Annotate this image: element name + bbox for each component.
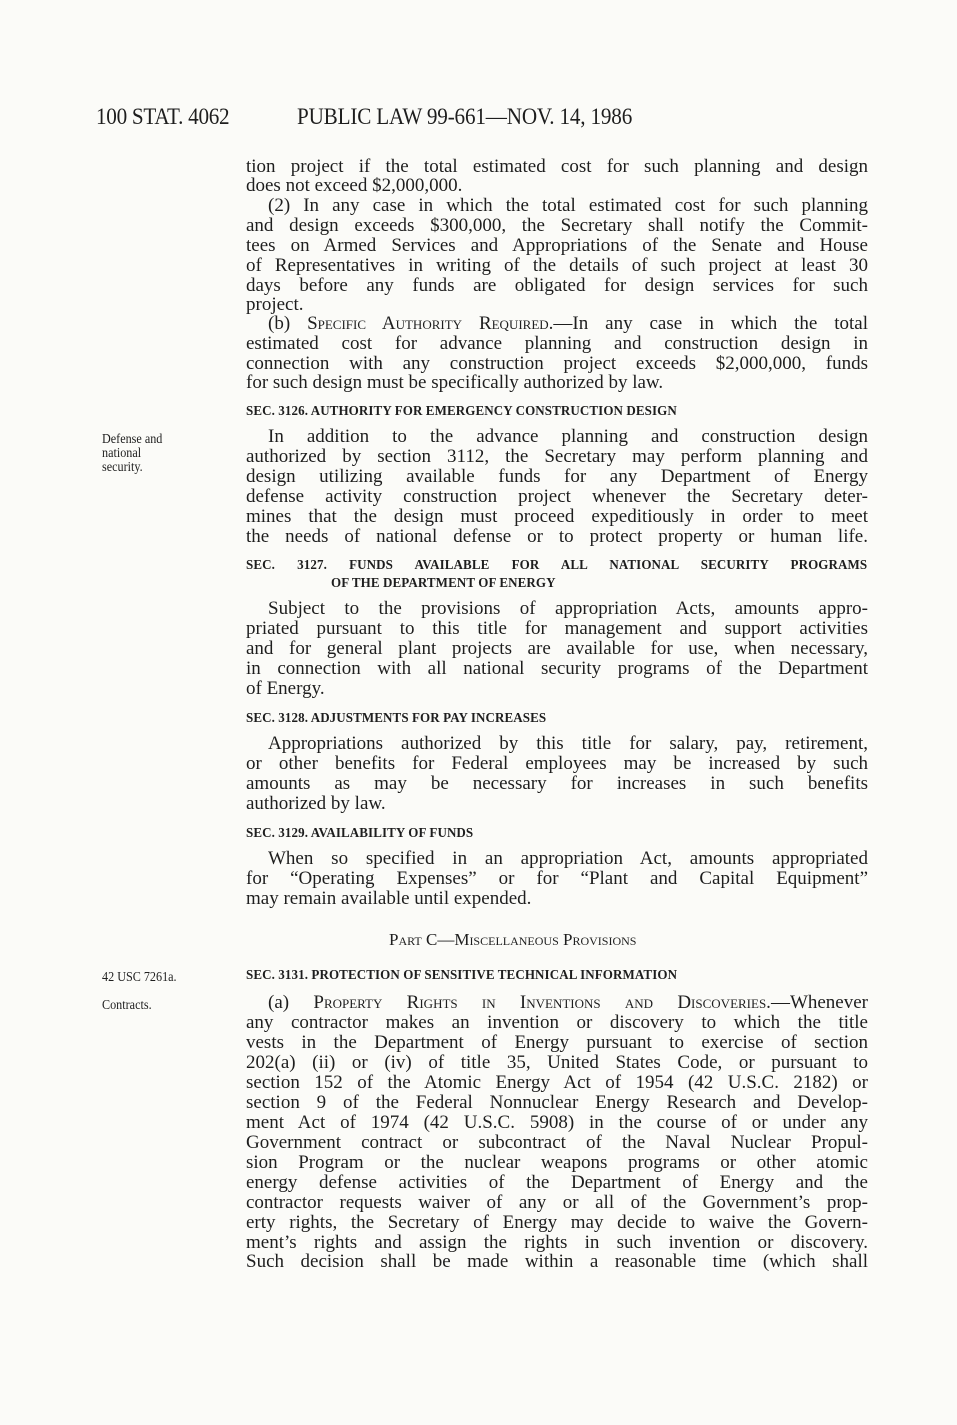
stat-page-number: 100 STAT. 4062 (96, 104, 230, 129)
running-title: PUBLIC LAW 99-661—NOV. 14, 1986 (297, 104, 633, 129)
text-line: does not exceed $2,000,000. (246, 175, 463, 196)
margin-note-usc: 42 USC 7261a. (102, 969, 177, 984)
text-line: for such design must be specifically authorized by law. (246, 372, 664, 393)
text-line: (2) In any case in which the total estimated cost for such planning (268, 195, 868, 216)
subsection-heading: Specific Authority Required. (307, 313, 554, 334)
text-line: Government contract or subcontract of the Naval Nuclear Propul- (246, 1132, 868, 1153)
text-line: section 152 of the Atomic Energy Act of 1954 (42 U.S.C. 2182) or (246, 1072, 868, 1093)
section-heading-3126: SEC. 3126. AUTHORITY FOR EMERGENCY CONSTRUCTION DESIGN (246, 404, 677, 419)
text-line: amounts as may be necessary for increases in such benefits (246, 773, 868, 794)
text-line: Appropriations authorized by this title for salary, pay, retirement, (268, 733, 868, 754)
text-line: in connection with all national security programs of the Department (246, 658, 868, 679)
subsection-b-first-line (268, 314, 868, 334)
text-line: design utilizing available funds for any Department of Energy (246, 466, 868, 487)
text-line: When so specified in an appropriation Act, amounts appropriated (268, 848, 868, 869)
text-line: mines that the design must proceed expeditiously in order to meet (246, 506, 868, 527)
text-line: 202(a) (ii) or (iv) of title 35, United States Code, or pursuant to (246, 1052, 868, 1073)
text-line: erty rights, the Secretary of Energy may decide to waive the Govern- (246, 1212, 868, 1233)
text-line: In addition to the advance planning and construction design (268, 426, 868, 447)
text-line: or other benefits for Federal employees may be increased by such (246, 753, 868, 774)
text-line: the needs of national defense or to protect property or human life. (246, 526, 868, 547)
text-line: estimated cost for advance planning and construction design in (246, 333, 868, 354)
section-heading-3127-cont: OF THE DEPARTMENT OF ENERGY (331, 576, 556, 591)
subsection-label: (a) (268, 992, 314, 1013)
subsection-heading: Property Rights in Inventions and Discoveries. (313, 992, 771, 1013)
text-line: and for general plant projects are available for use, when necessary, (246, 638, 868, 659)
section-heading-3127: SEC. 3127. FUNDS AVAILABLE FOR ALL NATIONAL SECURITY PROGRAMS (246, 558, 868, 573)
text-line: priated pursuant to this title for management and support activities (246, 618, 868, 639)
section-heading-3129: SEC. 3129. AVAILABILITY OF FUNDS (246, 826, 474, 841)
text-line: sion Program or the nuclear weapons programs or other atomic (246, 1152, 868, 1173)
text-line: and design exceeds $300,000, the Secretary shall notify the Commit- (246, 215, 868, 236)
text-line: authorized by law. (246, 793, 386, 814)
subsection-a-first-line (268, 993, 868, 1013)
text-line: defense activity construction project whenever the Secretary deter- (246, 486, 868, 507)
margin-note-line: security. (102, 459, 143, 474)
margin-note-line: Defense and (102, 431, 163, 446)
text-line: vests in the Department of Energy pursuant to exercise of section (246, 1032, 868, 1053)
subsection-label: (b) (268, 313, 308, 334)
text-line: Subject to the provisions of appropriation Acts, amounts appro- (268, 598, 868, 619)
text-line: ment’s rights and assign the rights in such invention or discovery. (246, 1232, 868, 1253)
text-line: project. (246, 294, 304, 315)
section-heading-3128: SEC. 3128. ADJUSTMENTS FOR PAY INCREASES (246, 711, 547, 726)
text-line: energy defense activities of the Department of Energy and the (246, 1172, 868, 1193)
text-fragment: —Whenever (770, 992, 868, 1013)
text-fragment: —In any case in which the total (553, 313, 868, 334)
part-heading: Part C—Miscellaneous Provisions (389, 930, 637, 949)
text-line: section 9 of the Federal Nonnuclear Energy Research and Develop- (246, 1092, 868, 1113)
margin-note-defense (102, 432, 162, 474)
text-line: of Energy. (246, 678, 325, 699)
text-line: Such decision shall be made within a reasonable time (which shall (246, 1251, 868, 1272)
text-line: for “Operating Expenses” or for “Plant and Capital Equipment” (246, 868, 868, 889)
text-line: tion project if the total estimated cost for such planning and design (246, 156, 868, 177)
text-line: any contractor makes an invention or discovery to which the title (246, 1012, 868, 1033)
margin-note-line: national (102, 445, 142, 460)
text-line: connection with any construction project exceeds $2,000,000, funds (246, 353, 868, 374)
section-heading-3131: SEC. 3131. PROTECTION OF SENSITIVE TECHNICAL INFORMATION (246, 968, 678, 983)
text-line: may remain available until expended. (246, 888, 532, 909)
text-line: contractor requests waiver of any or all of the Government’s prop- (246, 1192, 868, 1213)
text-line: days before any funds are obligated for design services for such (246, 275, 868, 296)
text-line: of Representatives in writing of the details of such project at least 30 (246, 255, 868, 276)
text-line: ment Act of 1974 (42 U.S.C. 5908) in the course of or under any (246, 1112, 868, 1133)
text-line: tees on Armed Services and Appropriations of the Senate and House (246, 235, 868, 256)
margin-note-contracts: Contracts. (102, 997, 152, 1012)
text-line: authorized by section 3112, the Secretary may perform planning and (246, 446, 868, 467)
